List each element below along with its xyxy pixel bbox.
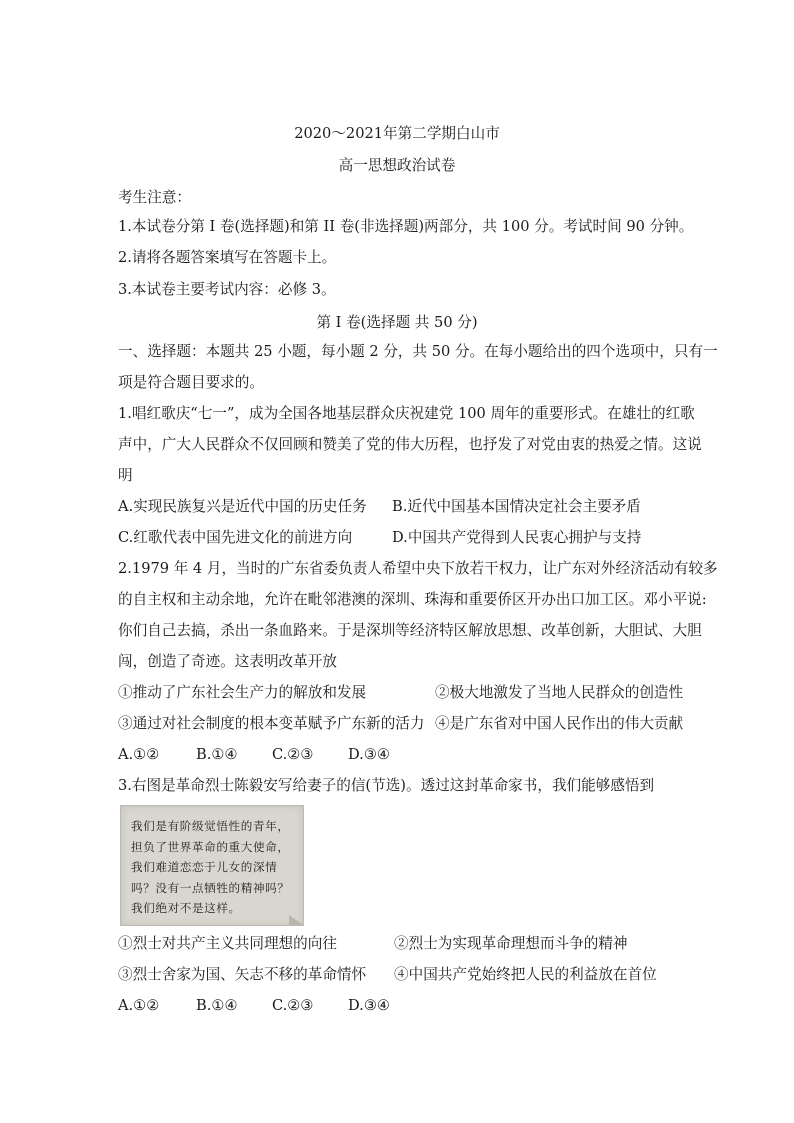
notice-item-1: 1.本试卷分第 I 卷(选择题)和第 II 卷(非选择题)两部分，共 100 分。考试时间 90 分钟。 (118, 218, 694, 235)
q2-choice-b: B.①④ (196, 746, 238, 763)
letter-line: 吗？没有一点牺牲的精神吗？ (131, 880, 290, 895)
notice-heading: 考生注意： (118, 189, 191, 206)
q2-item-1: ①推动了广东社会生产力的解放和发展 (118, 684, 367, 701)
q1-stem-line-1: 1.唱红歌庆“七一”，成为全国各地基层群众庆祝建党 100 周年的重要形式。在雄壮的红歌 (118, 405, 695, 422)
exam-subtitle: 高一思想政治试卷 (338, 157, 456, 174)
q3-item-2: ②烈士为实现革命理想而斗争的精神 (394, 935, 628, 952)
letter-image (120, 805, 304, 926)
letter-line: 担负了世界革命的重大使命， (131, 839, 290, 854)
q3-choice-d: D.③④ (348, 997, 390, 1014)
q1-option-b: B.近代中国基本国情决定社会主要矛盾 (392, 498, 641, 515)
exam-title: 2020～2021年第二学期白山市 (294, 125, 500, 142)
q1-option-d: D.中国共产党得到人民衷心拥护与支持 (392, 529, 642, 546)
notice-item-2: 2.请将各题答案填写在答题卡上。 (118, 249, 337, 266)
q3-item-4: ④中国共产党始终把人民的利益放在首位 (394, 966, 657, 983)
q2-item-2: ②极大地激发了当地人民群众的创造性 (435, 684, 684, 701)
q3-stem: 3.右图是革命烈士陈毅安写给妻子的信(节选)。透过这封革命家书，我们能够感悟到 (118, 777, 655, 794)
q1-stem-line-3: 明 (118, 467, 133, 484)
q3-choice-c: C.②③ (272, 997, 314, 1014)
section-intro-line-1: 一、选择题：本题共 25 小题，每小题 2 分，共 50 分。在每小题给出的四个选项中，只有一 (118, 343, 718, 360)
q3-choice-a: A.①② (118, 997, 160, 1014)
q2-stem-line-3: 你们自己去搞，杀出一条血路来。于是深圳等经济特区解放思想、改革创新，大胆试、大胆 (118, 622, 702, 639)
letter-text (131, 816, 290, 919)
q2-choice-c: C.②③ (272, 746, 314, 763)
q3-choice-b: B.①④ (196, 997, 238, 1014)
q2-choice-d: D.③④ (348, 746, 390, 763)
q1-option-c: C.红歌代表中国先进文化的前进方向 (118, 529, 353, 546)
q2-choice-a: A.①② (118, 746, 160, 763)
letter-line: 我们难道恋恋于儿女的深情 (131, 860, 278, 874)
q2-stem-line-2: 的自主权和主动余地，允许在毗邻港澳的深圳、珠海和重要侨区开办出口加工区。邓小平说: (118, 591, 707, 608)
q2-stem-line-4: 闯，创造了奇迹。这表明改革开放 (118, 653, 337, 670)
q1-option-a: A.实现民族复兴是近代中国的历史任务 (118, 498, 367, 515)
page-curl-decoration (289, 915, 303, 925)
q3-item-3: ③烈士舍家为国、矢志不移的革命情怀 (118, 966, 367, 983)
q2-item-3: ③通过对社会制度的根本变革赋予广东新的活力 (118, 715, 425, 732)
q2-stem-line-1: 2.1979 年 4 月，当时的广东省委负责人希望中央下放若干权力，让广东对外经济活动有较多 (118, 560, 718, 577)
q2-item-4: ④是广东省对中国人民作出的伟大贡献 (435, 715, 684, 732)
letter-line: 我们绝对不是这样。 (131, 901, 241, 915)
section-title: 第 I 卷(选择题 共 50 分) (316, 314, 478, 331)
notice-item-3: 3.本试卷主要考试内容：必修 3。 (118, 281, 336, 298)
q1-stem-line-2: 声中，广大人民群众不仅回顾和赞美了党的伟大历程，也抒发了对党由衷的热爱之情。这说 (118, 436, 702, 453)
letter-line: 我们是有阶级觉悟性的青年， (131, 819, 290, 833)
section-intro-line-2: 项是符合题目要求的。 (118, 374, 264, 391)
q3-item-1: ①烈士对共产主义共同理想的向往 (118, 935, 337, 952)
